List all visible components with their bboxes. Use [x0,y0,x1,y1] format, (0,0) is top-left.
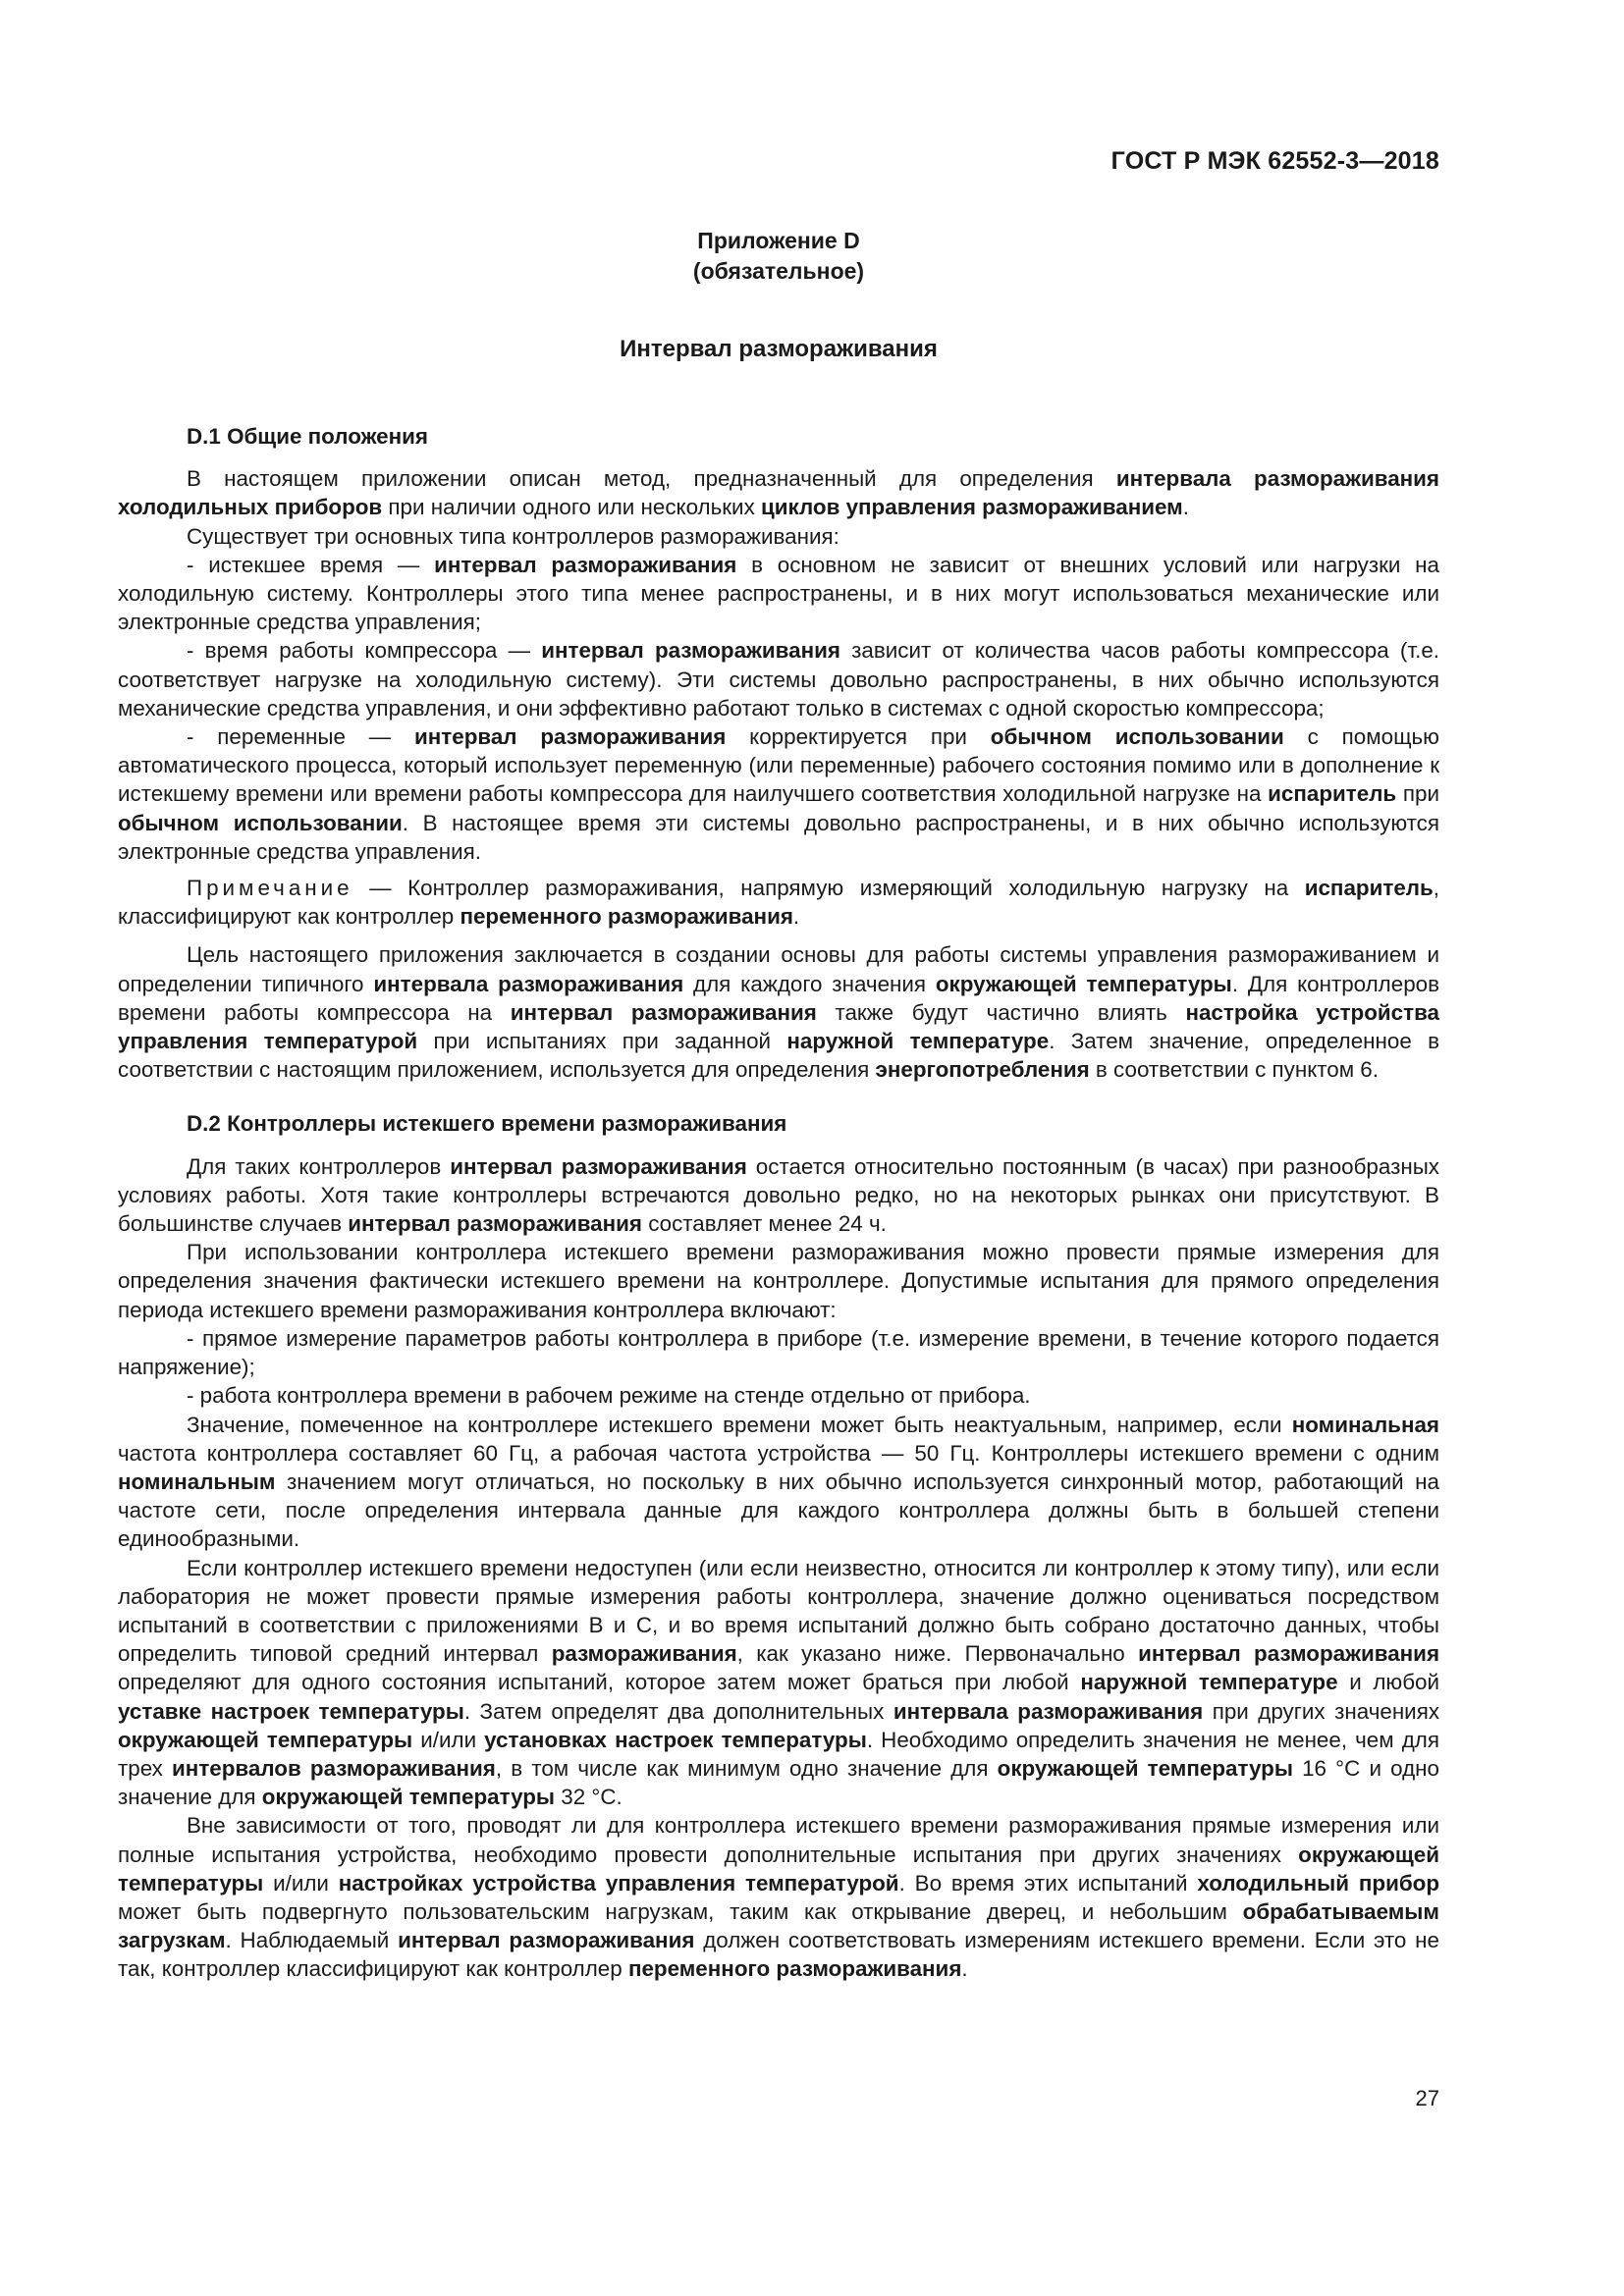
list-item: - переменные — интервал размораживания корректируется при обычном использовании с помощью автоматического процесса, который использует переменную (или переменные) рабочего состояния помимо или в дополнение к истекшему времени или времени работы компрессора для наилучшего соответствия холодильной нагрузке на испаритель при обычном использовании. В настоящее время эти системы довольно распространены, и в них обычно используются электронные средства управления. [118,724,1439,864]
section-heading-d1: D.1 Общие положения [187,424,428,449]
annex-label: Приложение D [697,228,860,253]
annex-title: Интервал размораживания [620,336,938,362]
paragraph: Значение, помеченное на контроллере истекшего времени может быть неактуальным, например, если номинальная частота контроллера составляет 60 Гц, а рабочая частота устройства — 50 Гц. Контроллеры истекшего времени с одним номинальным значением могут отличаться, но поскольку в них обычно используется синхронный мотор, работающий на частоте сети, после определения интервала данные для каждого контроллера должны быть в большей степени единообразными. [118,1412,1439,1552]
list-item: - прямое измерение параметров работы контроллера в приборе (т.е. измерение времени, в течение которого подается напряжение); [118,1325,1439,1380]
annex-status: (обязательное) [692,258,865,284]
note-label: Примечание [187,876,353,901]
section-heading-d2: D.2 Контроллеры истекшего времени размораживания [187,1111,787,1137]
note: Примечание — Контроллер размораживания, напрямую измеряющий холодильную нагрузку на испаритель, классифицируют как контроллер переменного размораживания. [118,876,1439,930]
paragraph: Существует три основных типа контроллеров размораживания: [187,523,839,549]
annex-heading [118,226,1439,287]
paragraph: Цель настоящего приложения заключается в создании основы для работы системы управления размораживанием и определении типичного интервала размораживания для каждого значения окружающей температуры. Для контроллеров времени работы компрессора на интервал размораживания также будут частично влиять настройка устройства управления температурой при испытаниях при заданной наружной температуре. Затем значение, определенное в соответствии с настоящим приложением, используется для определения энергопотребления в соответствии с пунктом 6. [118,942,1439,1083]
document-body [118,422,1439,1984]
paragraph: Для таких контроллеров интервал размораживания остается относительно постоянным (в часах) при разнообразных условиях работы. Хотя такие контроллеры встречаются довольно редко, но на некоторых рынках они присутствуют. В большинстве случаев интервал размораживания составляет менее 24 ч. [118,1153,1439,1237]
list-item: - работа контроллера времени в рабочем режиме на стенде отдельно от прибора. [187,1383,1031,1409]
document-header: ГОСТ Р МЭК 62552-3—2018 [1110,147,1439,175]
list-item: - время работы компрессора — интервал размораживания зависит от количества часов работы компрессора (т.е. соответствует нагрузке на холодильную систему). Эти системы довольно распространены, в них обычно используются механические средства управления, и они эффективно работают только в системах с одной скоростью компрессора; [118,638,1439,721]
document-page [118,0,1439,2296]
paragraph: При использовании контроллера истекшего времени размораживания можно провести прямые измерения для определения значения фактически истекшего времени на контроллере. Допустимые испытания для прямого определения периода истекшего времени размораживания контроллера включают: [118,1240,1439,1322]
paragraph: Вне зависимости от того, проводят ли для контроллера истекшего времени размораживания прямые измерения или полные испытания устройства, необходимо провести дополнительные испытания при других значениях окружающей температуры и/или настройках устройства управления температурой. Во время этих испытаний холодильный прибор может быть подвергнуто пользовательским нагрузкам, таким как открывание дверец, и небольшим обрабатываемым загрузкам. Наблюдаемый интервал размораживания должен соответствовать измерениям истекшего времени. Если это не так, контроллер классифицируют как контроллер переменного размораживания. [118,1813,1440,1982]
paragraph: В настоящем приложении описан метод, предназначенный для определения интервала размораживания холодильных приборов при наличии одного или нескольких циклов управления размораживанием. [118,466,1440,520]
page-number: 27 [1415,2086,1439,2110]
paragraph: Если контроллер истекшего времени недоступен (или если неизвестно, относится ли контроллер к этому типу), или если лаборатория не может провести прямые измерения работы контроллера, значение должно оцениваться посредством испытаний в соответствии с приложениями B и C, и во время испытаний должно быть собрано достаточно данных, чтобы определить типовой средний интервал размораживания, как указано ниже. Первоначально интервал размораживания определяют для одного состояния испытаний, которое затем может браться при любой наружной температуре и любой уставке настроек температуры. Затем определят два дополнительных интервала размораживания при других значениях окружающей температуры и/или установках настроек температуры. Необходимо определить значения не менее, чем для трех интервалов размораживания, в том числе как минимум одно значение для окружающей температуры 16 °С и одно значение для окружающей температуры 32 °С. [118,1555,1440,1810]
list-item: - истекшее время — интервал размораживания в основном не зависит от внешних условий или нагрузки на холодильную систему. Контроллеры этого типа менее распространены, и в них могут использоваться механические или электронные средства управления; [118,552,1439,635]
